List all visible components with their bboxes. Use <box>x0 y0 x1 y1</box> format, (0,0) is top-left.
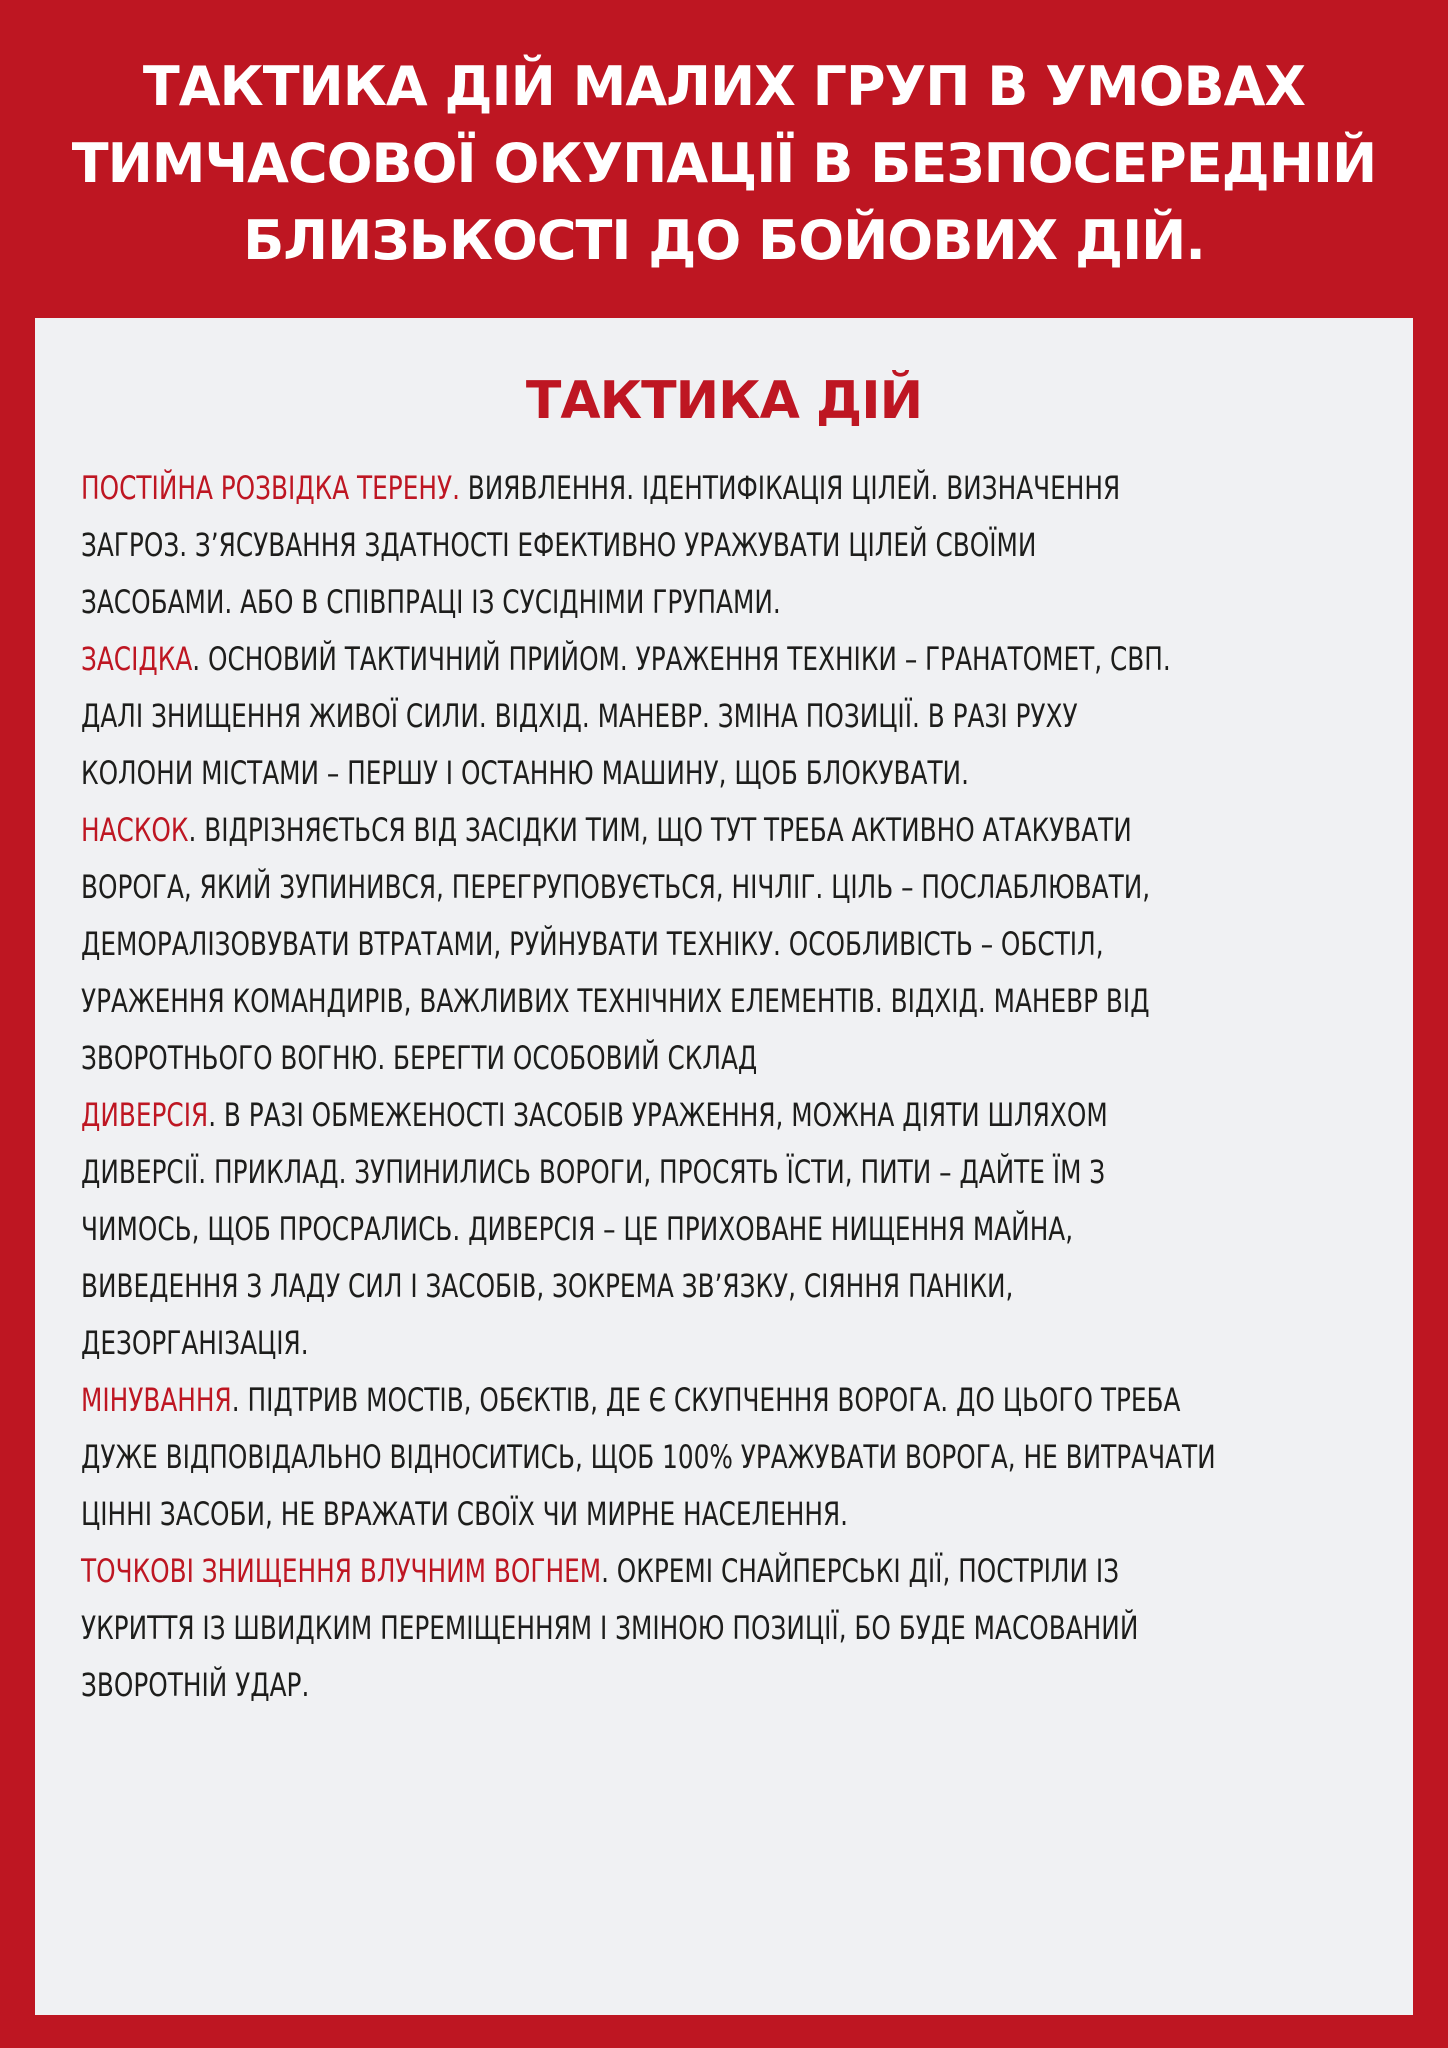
paragraph-line: УРАЖЕННЯ КОМАНДИРІВ, ВАЖЛИВИХ ТЕХНІЧНИХ ЕЛЕМЕНТІВ. ВІДХІД. МАНЕВР ВІД <box>81 982 1150 1020</box>
paragraph-line <box>81 802 1216 859</box>
paragraph-line: ДАЛІ ЗНИЩЕННЯ ЖИВОЇ СИЛИ. ВІДХІД. МАНЕВР. ЗМІНА ПОЗИЦІЇ. В РАЗІ РУХУ <box>81 697 1078 735</box>
paragraph-line: ЗВОРОТНІЙ УДАР. <box>81 1666 310 1704</box>
paragraph-line: ЗАСОБАМИ. АБО В СПІВПРАЦІ ІЗ СУСІДНІМИ ГРУПАМИ. <box>81 583 781 621</box>
paragraph-text: . ОКРЕМІ СНАЙПЕРСЬКІ ДІЇ, ПОСТРІЛИ ІЗ <box>601 1552 1120 1590</box>
paragraph-line: ЗВОРОТНЬОГО ВОГНЮ. БЕРЕГТИ ОСОБОВИЙ СКЛАД <box>81 1039 758 1077</box>
main-title-line-2: ТИМЧАСОВОЇ ОКУПАЦІЇ В БЕЗПОСЕРЕДНІЙ <box>71 132 1377 195</box>
paragraph-heading: ДИВЕРСІЯ <box>81 1096 209 1134</box>
paragraph-line: ЗАГРОЗ. З’ЯСУВАННЯ ЗДАТНОСТІ ЕФЕКТИВНО УРАЖУВАТИ ЦІЛЕЙ СВОЇМИ <box>81 526 1037 564</box>
paragraph-line: КОЛОНИ МІСТАМИ – ПЕРШУ І ОСТАННЮ МАШИНУ, ЩОБ БЛОКУВАТИ. <box>81 754 969 792</box>
paragraph-text: . ОСНОВИЙ ТАКТИЧНИЙ ПРИЙОМ. УРАЖЕННЯ ТЕХНІКИ – ГРАНАТОМЕТ, СВП. <box>192 640 1171 678</box>
paragraph-heading: НАСКОК <box>81 811 189 849</box>
paragraph-ambush <box>81 631 1216 802</box>
paragraph-line: УКРИТТЯ ІЗ ШВИДКИМ ПЕРЕМІЩЕННЯМ І ЗМІНОЮ ПОЗИЦІЇ, БО БУДЕ МАСОВАНИЙ <box>81 1609 1139 1647</box>
paragraph-line <box>81 1372 1216 1429</box>
paragraph-line: ВОРОГА, ЯКИЙ ЗУПИНИВСЯ, ПЕРЕГРУПОВУЄТЬСЯ, НІЧЛІГ. ЦІЛЬ – ПОСЛАБЛЮВАТИ, <box>81 868 1151 906</box>
paragraph-precision-fire <box>81 1543 1216 1714</box>
header-banner <box>0 0 1448 318</box>
paragraph-text: . ВІДРІЗНЯЄТЬСЯ ВІД ЗАСІДКИ ТИМ, ЩО ТУТ ТРЕБА АКТИВНО АТАКУВАТИ <box>188 811 1132 849</box>
paragraph-text: ВИЯВЛЕННЯ. ІДЕНТИФІКАЦІЯ ЦІЛЕЙ. ВИЗНАЧЕННЯ <box>459 469 1121 507</box>
paragraph-heading: МІНУВАННЯ <box>81 1381 232 1419</box>
paragraph-line <box>81 1543 1216 1600</box>
paragraph-line: ДЕМОРАЛІЗОВУВАТИ ВТРАТАМИ, РУЙНУВАТИ ТЕХНІКУ. ОСОБЛИВІСТЬ – ОБСТІЛ, <box>81 925 1104 963</box>
paragraph-line <box>81 1087 1216 1144</box>
paragraph-line: ЧИМОСЬ, ЩОБ ПРОСРАЛИСЬ. ДИВЕРСІЯ – ЦЕ ПРИХОВАНЕ НИЩЕННЯ МАЙНА, <box>81 1210 1074 1248</box>
paragraph-heading: ТОЧКОВІ ЗНИЩЕННЯ ВЛУЧНИМ ВОГНЕМ <box>81 1552 602 1590</box>
paragraph-mining <box>81 1372 1216 1543</box>
section-title: ТАКТИКА ДІЙ <box>525 371 923 431</box>
paragraph-line: ДУЖЕ ВІДПОВІДАЛЬНО ВІДНОСИТИСЬ, ЩОБ 100% УРАЖУВАТИ ВОРОГА, НЕ ВИТРАЧАТИ <box>81 1438 1216 1476</box>
content-panel <box>35 318 1413 2015</box>
paragraph-heading: ЗАСІДКА <box>81 640 193 678</box>
paragraph-sabotage <box>81 1087 1216 1372</box>
main-title <box>40 48 1408 279</box>
paragraph-text: . ПІДТРИВ МОСТІВ, ОБЄКТІВ, ДЕ Є СКУПЧЕННЯ ВОРОГА. ДО ЦЬОГО ТРЕБА <box>231 1381 1181 1419</box>
main-title-line-3: БЛИЗЬКОСТІ ДО БОЙОВИХ ДІЙ. <box>243 209 1205 272</box>
paragraph-line: ДЕЗОРГАНІЗАЦІЯ. <box>81 1324 309 1362</box>
paragraph-reconnaissance <box>81 460 1216 631</box>
paragraph-line <box>81 460 1216 517</box>
main-title-line-1: ТАКТИКА ДІЙ МАЛИХ ГРУП В УМОВАХ <box>142 55 1306 118</box>
paragraph-line: ВИВЕДЕННЯ З ЛАДУ СИЛ І ЗАСОБІВ, ЗОКРЕМА ЗВ’ЯЗКУ, СІЯННЯ ПАНІКИ, <box>81 1267 1014 1305</box>
paragraph-line: ДИВЕРСІЇ. ПРИКЛАД. ЗУПИНИЛИСЬ ВОРОГИ, ПРОСЯТЬ ЇСТИ, ПИТИ – ДАЙТЕ ЇМ З <box>81 1153 1106 1191</box>
paragraph-raid <box>81 802 1216 1087</box>
paragraph-text: . В РАЗІ ОБМЕЖЕНОСТІ ЗАСОБІВ УРАЖЕННЯ, МОЖНА ДІЯТИ ШЛЯХОМ <box>208 1096 1108 1134</box>
tactics-list <box>81 460 1216 1714</box>
paragraph-line <box>81 631 1216 688</box>
paragraph-line: ЦІННІ ЗАСОБИ, НЕ ВРАЖАТИ СВОЇХ ЧИ МИРНЕ НАСЕЛЕННЯ. <box>81 1495 849 1533</box>
paragraph-heading: ПОСТІЙНА РОЗВІДКА ТЕРЕНУ. <box>81 469 460 507</box>
